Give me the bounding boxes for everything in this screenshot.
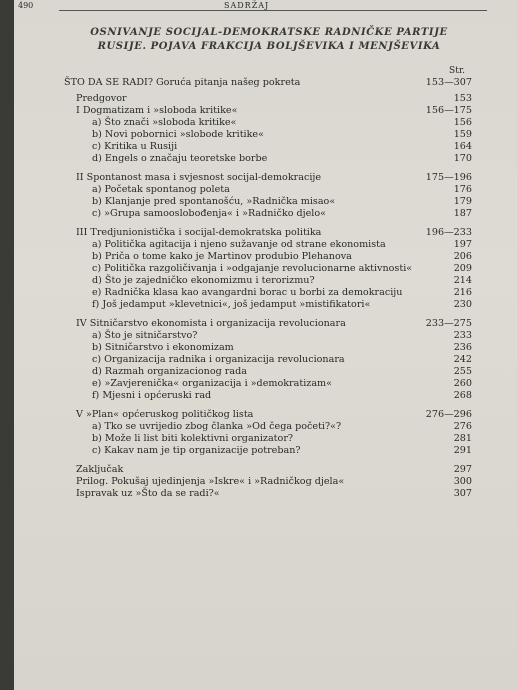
toc-entry <box>64 354 472 366</box>
toc-entry-page: 170 <box>453 153 472 164</box>
toc-entry-title: Predgovor <box>76 93 127 104</box>
toc-entry-page: 214 <box>453 275 472 286</box>
toc-entry-page: 176 <box>453 184 472 195</box>
toc-entry-page: 159 <box>453 129 472 140</box>
toc-entry <box>64 77 472 89</box>
toc-entry-page: 216 <box>453 287 472 298</box>
toc-entry-title: III Tredjunionistička i socijal-demokratska politika <box>76 227 322 238</box>
toc-entry <box>64 409 472 421</box>
toc-entry <box>64 251 472 263</box>
toc-entry-page: 281 <box>453 433 472 444</box>
toc-entry <box>64 330 472 342</box>
toc-entry-page: 260 <box>453 378 472 389</box>
book-page <box>14 0 517 690</box>
toc-entry-page: 187 <box>453 208 472 219</box>
section-title-line: OSNIVANJE SOCIJAL-DEMOKRATSKE RADNIČKE PARTIJE <box>90 27 448 38</box>
toc-entry <box>64 421 472 433</box>
toc-entry-title: c) Kakav nam je tip organizacije potreban? <box>92 445 301 456</box>
toc-entry-page: 197 <box>453 239 472 250</box>
toc-entry <box>64 105 472 117</box>
toc-entry-title: Ispravak uz »Što da se radi?« <box>76 488 220 499</box>
toc-entry <box>64 153 472 165</box>
toc-entry-title: a) Što znači »sloboda kritike« <box>92 117 237 128</box>
toc-entry <box>64 390 472 402</box>
toc-entry-title: IV Sitničarstvo ekonomista i organizacija revolucionara <box>76 318 346 329</box>
toc-entry <box>64 476 472 488</box>
toc-entry-title: c) Organizacija radnika i organizacija revolucionara <box>92 354 345 365</box>
toc-entry <box>64 342 472 354</box>
toc-entry-page: 209 <box>453 263 472 274</box>
toc-entry-page: 268 <box>453 390 472 401</box>
toc-entry <box>64 227 472 239</box>
toc-entry <box>64 378 472 390</box>
toc-entry-title: a) Početak spontanog poleta <box>92 184 230 195</box>
toc-entry <box>64 184 472 196</box>
toc-entry-page: 230 <box>453 299 472 310</box>
page-number: 490 <box>18 1 34 10</box>
toc-entry <box>64 433 472 445</box>
toc-entry-page: 291 <box>453 445 472 456</box>
toc-entry-title: b) Novi pobornici »slobode kritike« <box>92 129 264 140</box>
toc-entry-page: 276—296 <box>425 409 472 420</box>
toc-entry <box>64 445 472 457</box>
toc-entry-page: 307 <box>453 488 472 499</box>
toc-entry-page: 156 <box>453 117 472 128</box>
toc-entry-page: 297 <box>453 464 472 475</box>
toc-entry <box>64 93 472 105</box>
toc-entry <box>64 172 472 184</box>
toc-entry <box>64 366 472 378</box>
toc-entry-title: ŠTO DA SE RADI? Goruća pitanja našeg pokreta <box>64 77 301 88</box>
toc-entry-page: 255 <box>453 366 472 377</box>
toc-entry <box>64 464 472 476</box>
toc-entry-page: 300 <box>453 476 472 487</box>
toc-entry <box>64 208 472 220</box>
toc-entry-title: e) Radnička klasa kao avangardni borac u borbi za demokraciju <box>92 287 403 298</box>
toc-entry-title: b) Može li list biti kolektivni organizator? <box>92 433 294 444</box>
toc-entry <box>64 117 472 129</box>
toc-entry-page: 206 <box>453 251 472 262</box>
toc-entry-page: 233 <box>453 330 472 341</box>
toc-entry-page: 175—196 <box>425 172 472 183</box>
toc-entry-title: c) Kritika u Rusiji <box>92 141 178 152</box>
toc-entry-title: Zaključak <box>76 464 124 475</box>
toc-entry <box>64 196 472 208</box>
toc-entry-title: b) Klanjanje pred spontanošću, »Radnička misao« <box>92 196 336 207</box>
toc-entry-page: 153 <box>453 93 472 104</box>
toc-entry-page: 179 <box>453 196 472 207</box>
toc-entry-title: V »Plan« općeruskog političkog lista <box>76 409 254 420</box>
toc-entry-title: e) »Zavjerenička« organizacija i »demokratizam« <box>92 378 333 389</box>
toc-entry-title: f) Još jedamput »klevetnici«, još jedamput »mistifikatori« <box>92 299 371 310</box>
toc-entry <box>64 275 472 287</box>
section-title <box>84 26 454 54</box>
table-of-contents <box>64 77 472 500</box>
toc-entry <box>64 263 472 275</box>
toc-entry <box>64 318 472 330</box>
toc-entry <box>64 141 472 153</box>
toc-entry-page: 164 <box>453 141 472 152</box>
toc-entry-page: 236 <box>453 342 472 353</box>
toc-entry-title: c) Politička razgoličivanja i »odgajanje revolucionarne aktivnosti« <box>92 263 413 274</box>
toc-entry-page: 196—233 <box>425 227 472 238</box>
toc-entry-page: 156—175 <box>425 105 472 116</box>
header-rule <box>59 10 487 11</box>
toc-entry <box>64 287 472 299</box>
toc-entry-title: Prilog. Pokušaj ujedinjenja »Iskre« i »Radničkog djela« <box>76 476 345 487</box>
toc-entry-title: f) Mjesni i općeruski rad <box>92 390 212 401</box>
section-title-line: RUSIJE. POJAVA FRAKCIJA BOLJŠEVIKA I MENJŠEVIKA <box>97 41 441 52</box>
toc-entry-page: 153—307 <box>425 77 472 88</box>
toc-entry-page: 276 <box>453 421 472 432</box>
toc-entry-title: c) »Grupa samooslobođenja« i »Radničko djelo« <box>92 208 327 219</box>
toc-entry-title: I Dogmatizam i »sloboda kritike« <box>76 105 238 116</box>
toc-entry <box>64 299 472 311</box>
toc-entry-title: b) Sitničarstvo i ekonomizam <box>92 342 234 353</box>
toc-entry-title: d) Engels o značaju teoretske borbe <box>92 153 268 164</box>
toc-entry-title: b) Priča o tome kako je Martinov produbio Plehanova <box>92 251 352 262</box>
toc-entry <box>64 488 472 500</box>
toc-entry <box>64 239 472 251</box>
toc-entry-title: a) Tko se uvrijedio zbog članka »Od čega početi?«? <box>92 421 342 432</box>
toc-entry-title: d) Što je zajedničko ekonomizmu i terorizmu? <box>92 275 315 286</box>
toc-entry <box>64 129 472 141</box>
toc-entry-page: 242 <box>453 354 472 365</box>
toc-entry-title: d) Razmah organizacionog rada <box>92 366 247 377</box>
toc-entry-title: a) Što je sitničarstvo? <box>92 330 198 341</box>
toc-entry-title: II Spontanost masa i svjesnost socijal-demokracije <box>76 172 322 183</box>
toc-entry-page: 233—275 <box>425 318 472 329</box>
running-title: SADRŽAJ <box>224 1 270 10</box>
page-column-label: Str. <box>449 66 465 76</box>
toc-entry-title: a) Politička agitacija i njeno sužavanje od strane ekonomista <box>92 239 386 250</box>
